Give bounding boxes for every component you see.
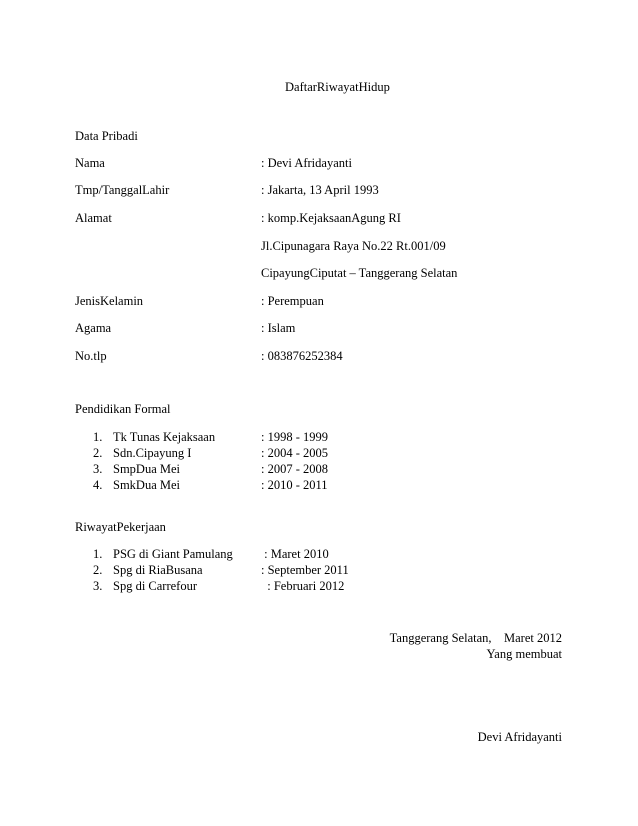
job-name: Spg di Carrefour	[113, 579, 198, 593]
label-alamat: Alamat	[75, 211, 112, 225]
label-nama: Nama	[75, 156, 105, 170]
value-alamat-line-3: CipayungCiputat – Tanggerang Selatan	[261, 266, 458, 280]
label-agama: Agama	[75, 321, 112, 335]
school-years: : 1998 - 1999	[261, 430, 329, 444]
job-name: Spg di RiaBusana	[113, 563, 203, 577]
value-agama: : Islam	[261, 321, 296, 335]
value-alamat-line-2: Jl.Cipunagara Raya No.22 Rt.001/09	[261, 239, 446, 253]
list-number: 4.	[93, 478, 103, 492]
signature-name: Devi Afridayanti	[477, 730, 562, 744]
list-number: 1.	[93, 430, 103, 444]
school-name: SmpDua Mei	[113, 462, 181, 476]
job-name: PSG di Giant Pamulang	[113, 547, 233, 561]
value-alamat-line-1: : komp.KejaksaanAgung RI	[261, 211, 401, 225]
list-number: 2.	[93, 563, 103, 577]
section-heading-pendidikan-formal: Pendidikan Formal	[75, 402, 171, 416]
job-date: : Februari 2012	[261, 579, 345, 593]
school-years: : 2010 - 2011	[261, 478, 328, 492]
signature-maker-label: Yang membuat	[486, 647, 562, 661]
signature-place-date: Tanggerang Selatan, Maret 2012	[389, 631, 562, 645]
value-no-tlp: : 083876252384	[261, 349, 343, 363]
value-jenis-kelamin: : Perempuan	[261, 294, 324, 308]
job-date: : Maret 2010	[261, 547, 329, 561]
label-tempat-tanggal-lahir: Tmp/TanggalLahir	[75, 183, 170, 197]
value-nama: : Devi Afridayanti	[261, 156, 352, 170]
school-name: Tk Tunas Kejaksaan	[113, 430, 216, 444]
list-number: 3.	[93, 462, 103, 476]
section-heading-riwayat-pekerjaan: RiwayatPekerjaan	[75, 520, 166, 534]
school-years: : 2004 - 2005	[261, 446, 329, 460]
label-no-tlp: No.tlp	[75, 349, 107, 363]
job-date: : September 2011	[261, 563, 349, 577]
school-name: Sdn.Cipayung I	[113, 446, 192, 460]
school-name: SmkDua Mei	[113, 478, 181, 492]
document-title: DaftarRiwayatHidup	[285, 80, 390, 94]
section-heading-data-pribadi: Data Pribadi	[75, 129, 138, 143]
value-tempat-tanggal-lahir: : Jakarta, 13 April 1993	[261, 183, 379, 197]
list-number: 1.	[93, 547, 103, 561]
label-jenis-kelamin: JenisKelamin	[75, 294, 144, 308]
list-number: 2.	[93, 446, 103, 460]
list-number: 3.	[93, 579, 103, 593]
school-years: : 2007 - 2008	[261, 462, 329, 476]
